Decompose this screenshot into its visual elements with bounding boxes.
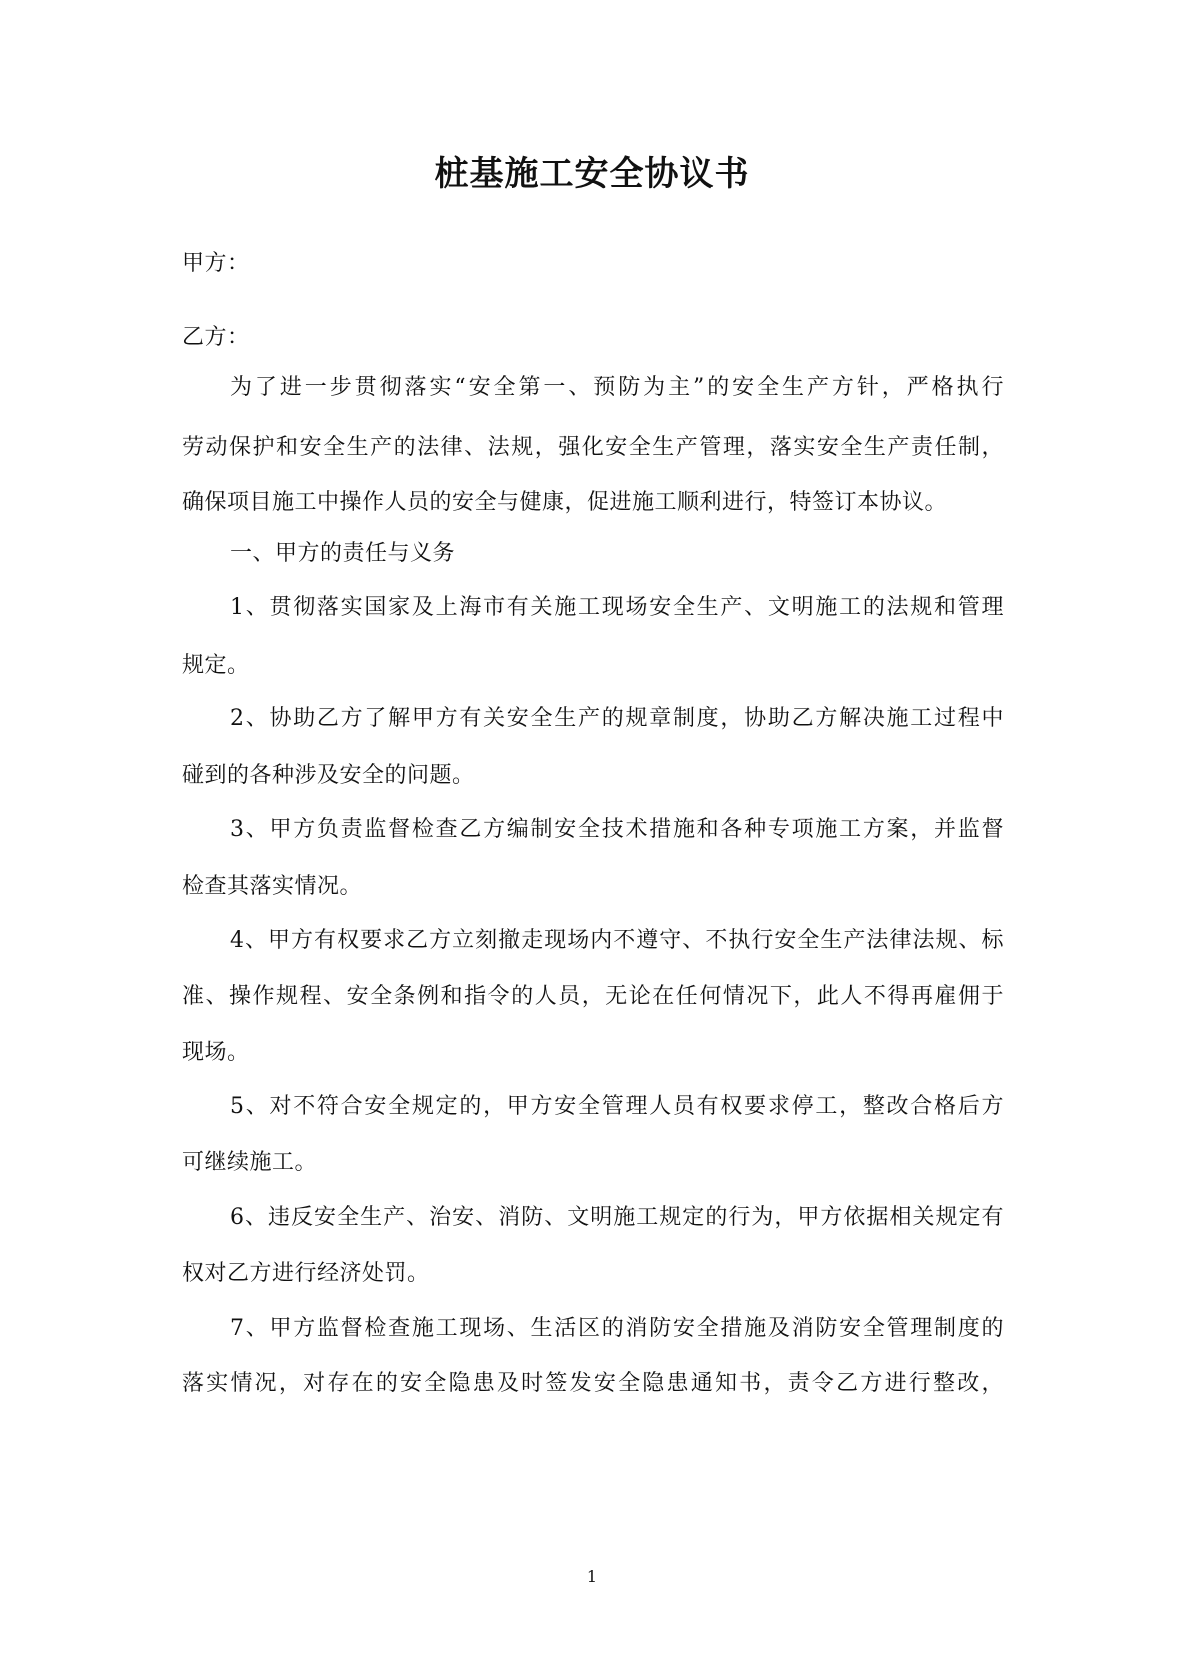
page-number: 1 [586, 1567, 598, 1586]
paragraph-line: 1、贯彻落实国家及上海市有关施工现场安全生产、文明施工的法规和管理 [230, 595, 1004, 620]
paragraph-line: 3、甲方负责监督检查乙方编制安全技术措施和各种专项施工方案，并监督 [230, 817, 1004, 842]
paragraph-line: 为了进一步贯彻落实“安全第一、预防为主”的安全生产方针，严格执行 [230, 375, 1004, 400]
party-a-label: 甲方： [182, 251, 250, 276]
paragraph-line: 落实情况，对存在的安全隐患及时签发安全隐患通知书，责令乙方进行整改， [182, 1371, 1004, 1396]
paragraph-line: 权对乙方进行经济处罚。 [182, 1261, 430, 1286]
paragraph-line: 现场。 [182, 1040, 250, 1065]
paragraph-line: 5、对不符合安全规定的，甲方安全管理人员有权要求停工，整改合格后方 [230, 1094, 1004, 1119]
paragraph-line: 可继续施工。 [182, 1150, 318, 1175]
paragraph-line: 准、操作规程、安全条例和指令的人员，无论在任何情况下，此人不得再雇佣于 [182, 984, 1004, 1009]
paragraph-line: 4、甲方有权要求乙方立刻撤走现场内不遵守、不执行安全生产法律法规、标 [230, 928, 1004, 953]
document-title: 桩基施工安全协议书 [434, 154, 750, 194]
paragraph-line: 碰到的各种涉及安全的问题。 [182, 763, 475, 788]
section-heading: 一、甲方的责任与义务 [230, 541, 456, 566]
paragraph-line: 劳动保护和安全生产的法律、法规，强化安全生产管理，落实安全生产责任制， [182, 435, 1004, 460]
paragraph-line: 6、违反安全生产、治安、消防、文明施工规定的行为，甲方依据相关规定有 [230, 1205, 1004, 1230]
paragraph-line: 7、甲方监督检查施工现场、生活区的消防安全措施及消防安全管理制度的 [230, 1316, 1004, 1341]
paragraph-line: 确保项目施工中操作人员的安全与健康，促进施工顺利进行，特签订本协议。 [182, 490, 948, 515]
party-b-label: 乙方： [182, 325, 250, 350]
paragraph-line: 2、协助乙方了解甲方有关安全生产的规章制度，协助乙方解决施工过程中 [230, 706, 1004, 731]
paragraph-line: 规定。 [182, 653, 250, 678]
paragraph-line: 检查其落实情况。 [182, 874, 363, 899]
